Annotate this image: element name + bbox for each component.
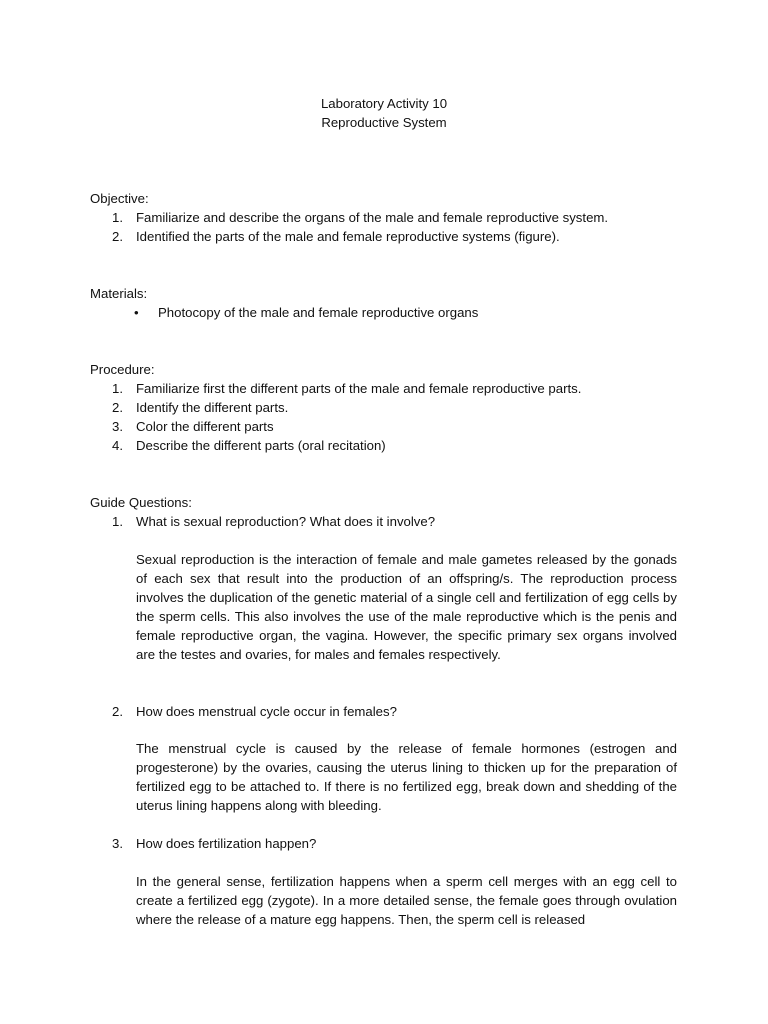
list-item — [112, 208, 692, 227]
question-text: How does fertilization happen? — [136, 836, 317, 851]
list-text: Describe the different parts (oral recitation) — [136, 438, 386, 453]
question-text: What is sexual reproduction? What does it involve? — [136, 514, 436, 529]
procedure-list — [112, 379, 692, 455]
list-text: Photocopy of the male and female reproductive organs — [158, 305, 479, 320]
list-text: Familiarize and describe the organs of the male and female reproductive system. — [136, 210, 609, 225]
list-item — [112, 379, 692, 398]
list-number: 1. — [112, 210, 123, 225]
answer-3: In the general sense, fertilization happens when a sperm cell merges with an egg cell to create a fertilized egg (zygote). In a more detailed sense, the female goes through ovulation where the release of a mature egg happens. Then, the sperm cell is released — [136, 874, 677, 927]
question-number: 1. — [112, 514, 123, 529]
list-text: Identify the different parts. — [136, 400, 289, 415]
document-title: Laboratory Activity 10 — [320, 96, 448, 111]
list-number: 3. — [112, 419, 123, 434]
list-number: 4. — [112, 438, 123, 453]
list-number: 2. — [112, 229, 123, 244]
answer-1: Sexual reproduction is the interaction of female and male gametes released by the gonads of each sex that result into the production of an offspring/s. The reproduction process involves the duplication of the genetic material of a single cell and fertilization of egg cells by the sperm cells. This also involves the use of the male reproductive which is the penis and female reproductive organ, the vagina. However, the specific primary sex organs involved are the testes and ovaries, for males and females respectively. — [136, 552, 677, 662]
list-item — [112, 436, 692, 455]
guide-questions-heading: Guide Questions: — [90, 495, 192, 510]
list-number: 1. — [112, 381, 123, 396]
procedure-heading: Procedure: — [90, 362, 155, 377]
bullet-icon: • — [134, 305, 139, 320]
answer-2: The menstrual cycle is caused by the release of female hormones (estrogen and progesterone) by the ovaries, causing the uterus lining to thicken up for the preparation of fertilized egg to be attached to. If there is no fertilized egg, break down and shedding of the uterus lining happens along with bleeding. — [136, 741, 677, 813]
materials-heading: Materials: — [90, 286, 148, 301]
list-item — [112, 417, 692, 436]
objective-list — [112, 208, 692, 246]
list-item — [112, 398, 692, 417]
list-number: 2. — [112, 400, 123, 415]
question-number: 2. — [112, 704, 123, 719]
document-subtitle: Reproductive System — [321, 115, 447, 130]
question-text: How does menstrual cycle occur in females? — [136, 704, 397, 719]
list-text: Color the different parts — [136, 419, 274, 434]
list-text: Identified the parts of the male and female reproductive systems (figure). — [136, 229, 560, 244]
objective-heading: Objective: — [90, 191, 149, 206]
list-text: Familiarize first the different parts of the male and female reproductive parts. — [136, 381, 582, 396]
question-number: 3. — [112, 836, 123, 851]
list-item — [112, 227, 692, 246]
